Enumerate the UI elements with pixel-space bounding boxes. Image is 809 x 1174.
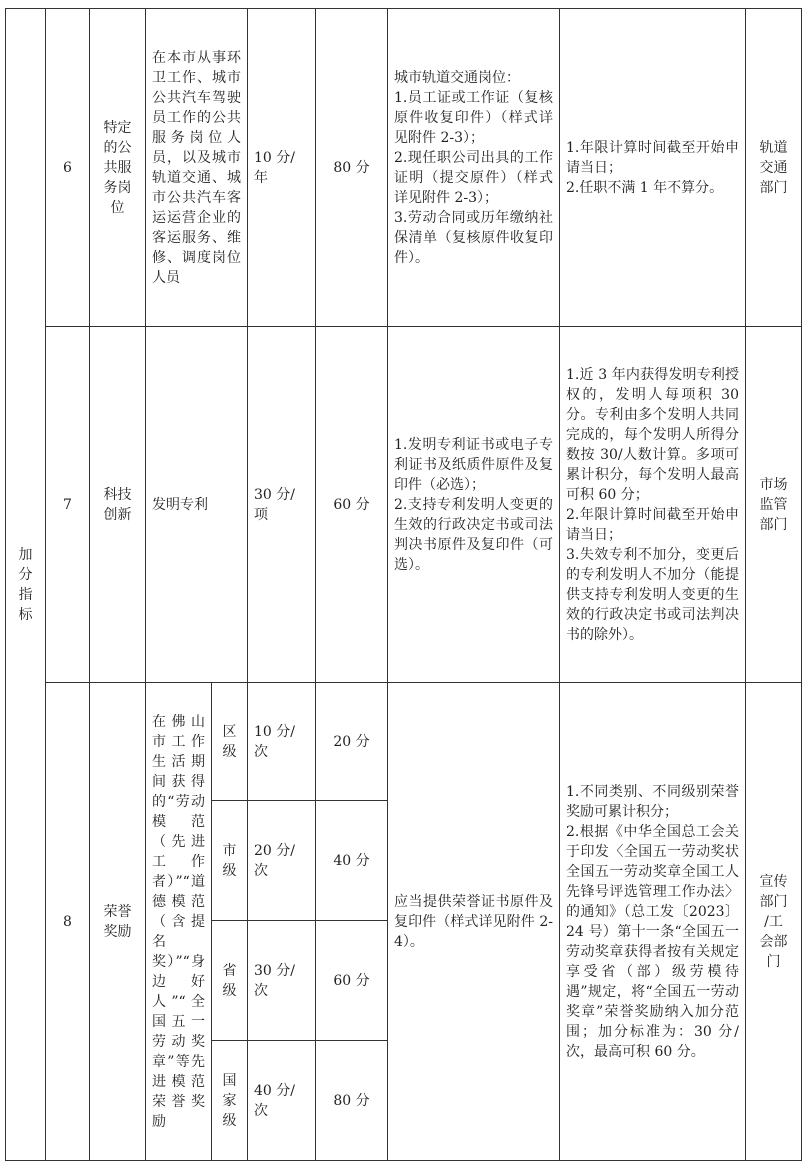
required-materials: 应当提供荣誉证书原件及复印件（样式详见附件 2-4）。 xyxy=(388,683,560,1161)
max-score: 80 分 xyxy=(316,9,388,327)
item-name: 科技 创新 xyxy=(90,327,146,683)
score-standard: 20 分/ 次 xyxy=(248,801,316,921)
department: 宣传 部门 /工 会部 门 xyxy=(746,683,802,1161)
max-score: 60 分 xyxy=(316,921,388,1041)
item-name: 特定 的公 共服 务岗 位 xyxy=(90,9,146,327)
department: 轨道 交通 部门 xyxy=(746,9,802,327)
required-materials: 城市轨道交通岗位： 1.员工证或工作证（复核原件收复印件）（样式详见附件 2-3）； 2.现任职公司出具的工作证明（提交原件）（样式详见附件 2-3）； 3.劳动合同或历年缴纳社保清单（复核原件收复印件）。 xyxy=(388,9,560,327)
score-standard: 30 分/ 项 xyxy=(248,327,316,683)
level-cell: 省 级 xyxy=(212,921,248,1041)
department: 市场 监管 部门 xyxy=(746,327,802,683)
category-cell: 加分 指标 xyxy=(6,9,46,1161)
row-number: 8 xyxy=(46,683,90,1161)
notes: 1.不同类别、不同级别荣誉奖励可累计积分； 2.根据《中华全国总工会关于印发〈全国五一劳动奖状全国五一劳动奖章全国工人先锋号评选管理工作办法〉的通知》（总工发〔2023〕24 号）第十一条“全国五一劳动奖章获得者按有关规定享受省（部）级劳模待遇”规定，将“全国五一劳动奖章”荣誉奖励纳入加分范围；加分标准为：30 分/次，最高可积 60 分。 xyxy=(560,683,746,1161)
max-score: 20 分 xyxy=(316,683,388,801)
table-row xyxy=(6,327,802,683)
notes: 1.年限计算时间截至开始申请当日； 2.任职不满 1 年不算分。 xyxy=(560,9,746,327)
level-cell: 区 级 xyxy=(212,683,248,801)
table-row xyxy=(6,683,802,801)
score-standard: 30 分/ 次 xyxy=(248,921,316,1041)
points-table xyxy=(5,8,802,1161)
item-description: 发明专利 xyxy=(146,327,248,683)
max-score: 80 分 xyxy=(316,1041,388,1161)
item-description: 在本市从事环卫工作、城市公共汽车驾驶员工作的公共服务岗位人员，以及城市轨道交通、城市公共汽车客运运营企业的客运服务、维修、调度岗位人员 xyxy=(146,9,248,327)
table-row xyxy=(6,9,802,327)
max-score: 60 分 xyxy=(316,327,388,683)
row-number: 7 xyxy=(46,327,90,683)
level-cell: 市 级 xyxy=(212,801,248,921)
notes: 1.近 3 年内获得发明专利授权的，发明人每项积 30 分。专利由多个发明人共同完成的，每个发明人所得分数按 30/人数计算。多项可累计积分，每个发明人最高可积 60 分； 2.年限计算时间截至开始申请当日； 3.失效专利不加分，变更后的专利发明人不加分（能提供支持专利发明人变更的生效的行政决定书或司法判决书的除外）。 xyxy=(560,327,746,683)
item-name: 荣誉 奖励 xyxy=(90,683,146,1161)
level-cell: 国 家 级 xyxy=(212,1041,248,1161)
row-number: 6 xyxy=(46,9,90,327)
item-description: 在佛山市工作生活期间获得的“劳动模范（先进工作者）”“道德模范（含提名奖）”“身边好人”“全国五一劳动奖章”等先进模范荣誉奖励 xyxy=(146,683,212,1161)
score-standard: 40 分/ 次 xyxy=(248,1041,316,1161)
required-materials: 1.发明专利证书或电子专利证书及纸质件原件及复印件（必选）； 2.支持专利发明人变更的生效的行政决定书或司法判决书原件及复印件（可选）。 xyxy=(388,327,560,683)
score-standard: 10 分/ 年 xyxy=(248,9,316,327)
max-score: 40 分 xyxy=(316,801,388,921)
score-standard: 10 分/ 次 xyxy=(248,683,316,801)
